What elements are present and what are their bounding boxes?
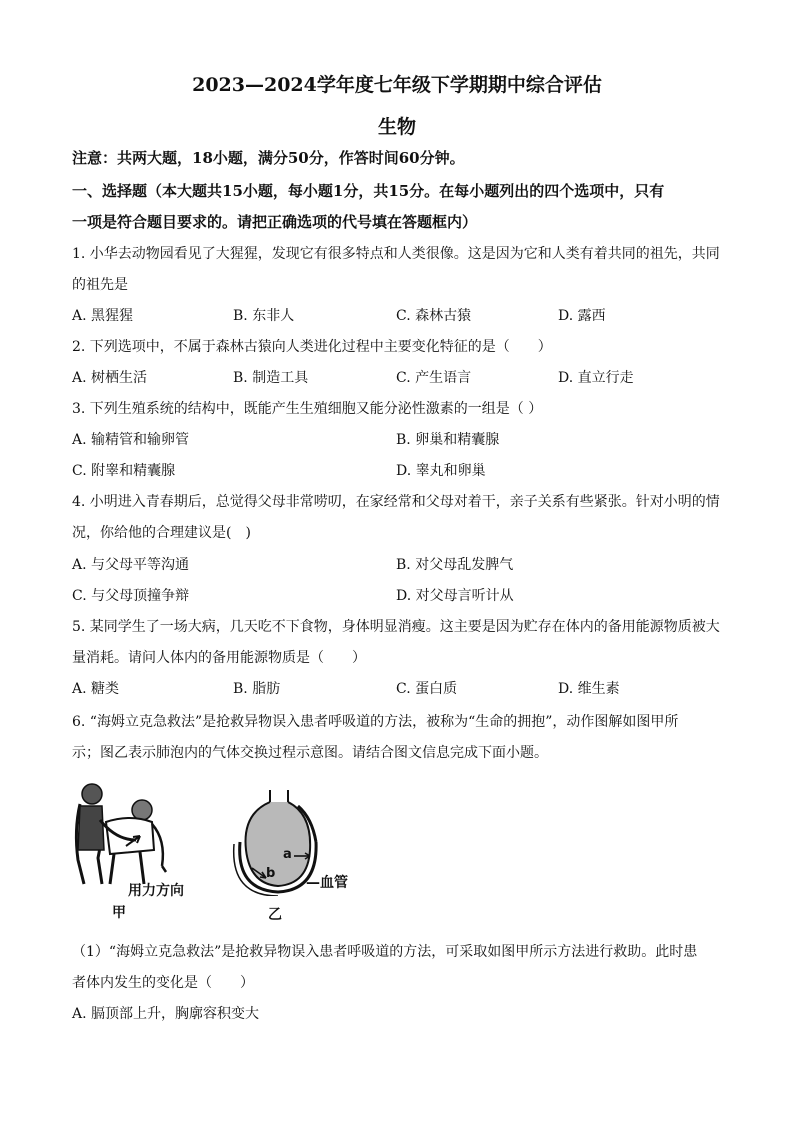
q3-option-b: B. 卵巢和精囊腺 — [396, 432, 500, 448]
q3-option-c: C. 附睾和精囊腺 — [72, 463, 176, 479]
force-direction-label: 用力方向 — [128, 883, 184, 899]
section-heading-line2: 一项是符合题目要求的。请把正确选项的代号填在答题框内） — [72, 213, 478, 231]
q4-stem-line1: 4. 小明进入青春期后，总觉得父母非常唠叨，在家经常和父母对着干，亲子关系有些紧张。针对小明的情 — [72, 494, 720, 510]
q1-option-b: B. 东非人 — [233, 308, 295, 324]
subject-title: 生物 — [377, 116, 416, 138]
q5-option-a: A. 糖类 — [72, 681, 120, 697]
q1-option-a: A. 黑猩猩 — [72, 308, 134, 324]
exam-title: 2023—2024学年度七年级下学期期中综合评估 — [192, 74, 602, 96]
section-heading-line1: 一、选择题（本大题共15小题，每小题1分，共15分。在每小题列出的四个选项中，只有 — [72, 182, 665, 200]
q1-option-c: C. 森林古猿 — [396, 308, 472, 324]
q2-option-a: A. 树栖生活 — [72, 370, 148, 386]
q5-option-b: B. 脂肪 — [233, 681, 281, 697]
arrow-a-label: a — [283, 847, 292, 862]
q1-option-d: D. 露西 — [558, 308, 606, 324]
q3-option-a: A. 输精管和输卵管 — [72, 432, 190, 448]
q3-stem: 3. 下列生殖系统的结构中，既能产生生殖细胞又能分泌性激素的一组是（ ） — [72, 401, 543, 417]
q6-sub1-line1: （1）“海姆立克急救法”是抢救异物误入患者呼吸道的方法，可采取如图甲所示方法进行救助。此时患 — [72, 944, 698, 960]
q2-option-b: B. 制造工具 — [233, 370, 309, 386]
q4-stem-line2: 况，你给他的合理建议是( ) — [72, 525, 251, 541]
q4-option-a: A. 与父母平等沟通 — [72, 557, 190, 573]
figure-yi-label: 乙 — [268, 907, 282, 923]
q1-stem-line2: 的祖先是 — [72, 277, 128, 293]
q6-sub1-option-a: A. 膈顶部上升，胸廓容积变大 — [72, 1006, 260, 1022]
q2-option-c: C. 产生语言 — [396, 370, 472, 386]
q6-sub1-line2: 者体内发生的变化是（ ） — [72, 975, 254, 991]
q4-option-d: D. 对父母言听计从 — [396, 588, 514, 604]
q5-stem-line2: 量消耗。请问人体内的备用能源物质是（ ） — [72, 650, 366, 666]
q1-stem-line1: 1. 小华去动物园看见了大猩猩，发现它有很多特点和人类很像。这是因为它和人类有着共同的祖先，共同 — [72, 246, 720, 262]
q6-stem-line1: 6. “海姆立克急救法”是抢救异物误入患者呼吸道的方法，被称为“生命的拥抱”，动作图解如图甲所 — [72, 714, 679, 730]
blood-vessel-text: 血管 — [320, 875, 348, 891]
q4-option-b: B. 对父母乱发脾气 — [396, 557, 514, 573]
blood-vessel-label: —血管 — [306, 875, 348, 891]
q5-option-c: C. 蛋白质 — [396, 681, 458, 697]
q3-option-d: D. 睾丸和卵巢 — [396, 463, 486, 479]
q6-stem-line2: 示；图乙表示肺泡内的气体交换过程示意图。请结合图文信息完成下面小题。 — [72, 745, 548, 761]
q4-option-c: C. 与父母顶撞争辩 — [72, 588, 190, 604]
heimlich-illustration — [70, 780, 195, 885]
arrow-b-label: b — [266, 866, 276, 881]
q5-stem-line1: 5. 某同学生了一场大病，几天吃不下食物，身体明显消瘦。这主要是因为贮存在体内的备用能源物质被大 — [72, 619, 720, 635]
notice-text: 注意：共两大题，18小题，满分50分，作答时间60分钟。 — [72, 149, 465, 167]
q2-option-d: D. 直立行走 — [558, 370, 634, 386]
q2-stem: 2. 下列选项中，不属于森林古猿向人类进化过程中主要变化特征的是（ ） — [72, 339, 552, 355]
figure-jia-label: 甲 — [112, 905, 126, 921]
q5-option-d: D. 维生素 — [558, 681, 620, 697]
